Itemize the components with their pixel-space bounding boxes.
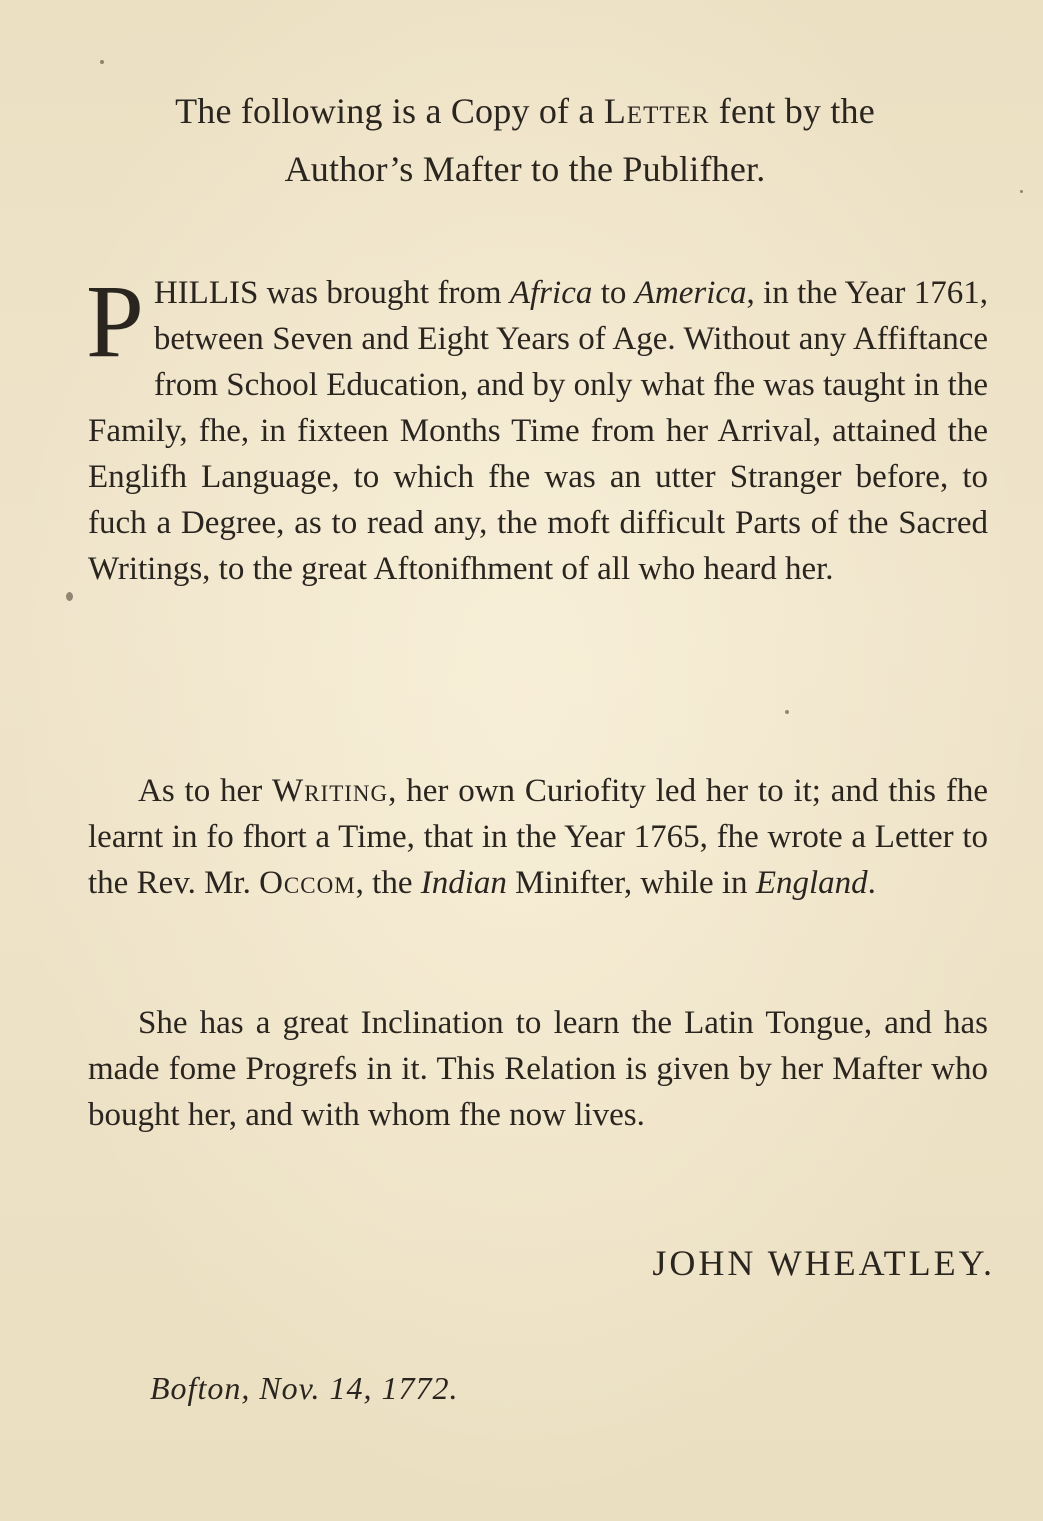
place-africa: Africa — [509, 275, 593, 311]
paragraph-3: She has a great Inclination to learn the Latin Tongue, and has made fome Progrefs in it. This Relation is given by her Mafter who bought her, and with whom fhe now lives. — [88, 1005, 988, 1133]
heading-line-1: The following is a Copy of a Letter fent by the — [175, 91, 875, 131]
indian-word: Indian — [420, 865, 507, 901]
writing-word: Writing — [272, 773, 389, 809]
ink-speck — [785, 710, 789, 714]
signature: JOHN WHEATLEY. — [652, 1243, 995, 1283]
place-england: England — [755, 865, 868, 901]
ink-speck — [1020, 190, 1023, 193]
letter-heading — [60, 82, 990, 198]
dateline: Bofton, Nov. 14, 1772. — [150, 1370, 459, 1406]
drop-cap: P — [86, 264, 144, 379]
heading-line-2: Author’s Mafter to the Publifher. — [284, 149, 766, 189]
heading-letter-word: Letter — [603, 91, 710, 131]
paragraph-2: As to her Writing, her own Curiofity led her to it; and this fhe learnt in fo fhort a Time, that in the Year 1765, fhe wrote a Letter to the Rev. Mr. Occom, the Indian Minifter, while in England. — [88, 773, 988, 901]
ink-speck — [100, 60, 104, 64]
place-america: America — [634, 275, 747, 311]
occom-name: Occom — [259, 865, 356, 901]
ink-speck — [66, 592, 73, 601]
phillis-name: HILLIS — [153, 275, 259, 311]
paragraph-1: PHILLIS was brought from Africa to America, in the Year 1761, between Seven and Eight Years of Age. Without any Affiftance from School Education, and by only what fhe was taught in the Family, fhe, in fixteen Months Time from her Arrival, attained the Englifh Language, to which fhe was an utter Stranger before, to fuch a Degree, as to read any, the moft difficult Parts of the Sacred Writings, to the great Aftonifhment of all who heard her. — [86, 264, 988, 587]
